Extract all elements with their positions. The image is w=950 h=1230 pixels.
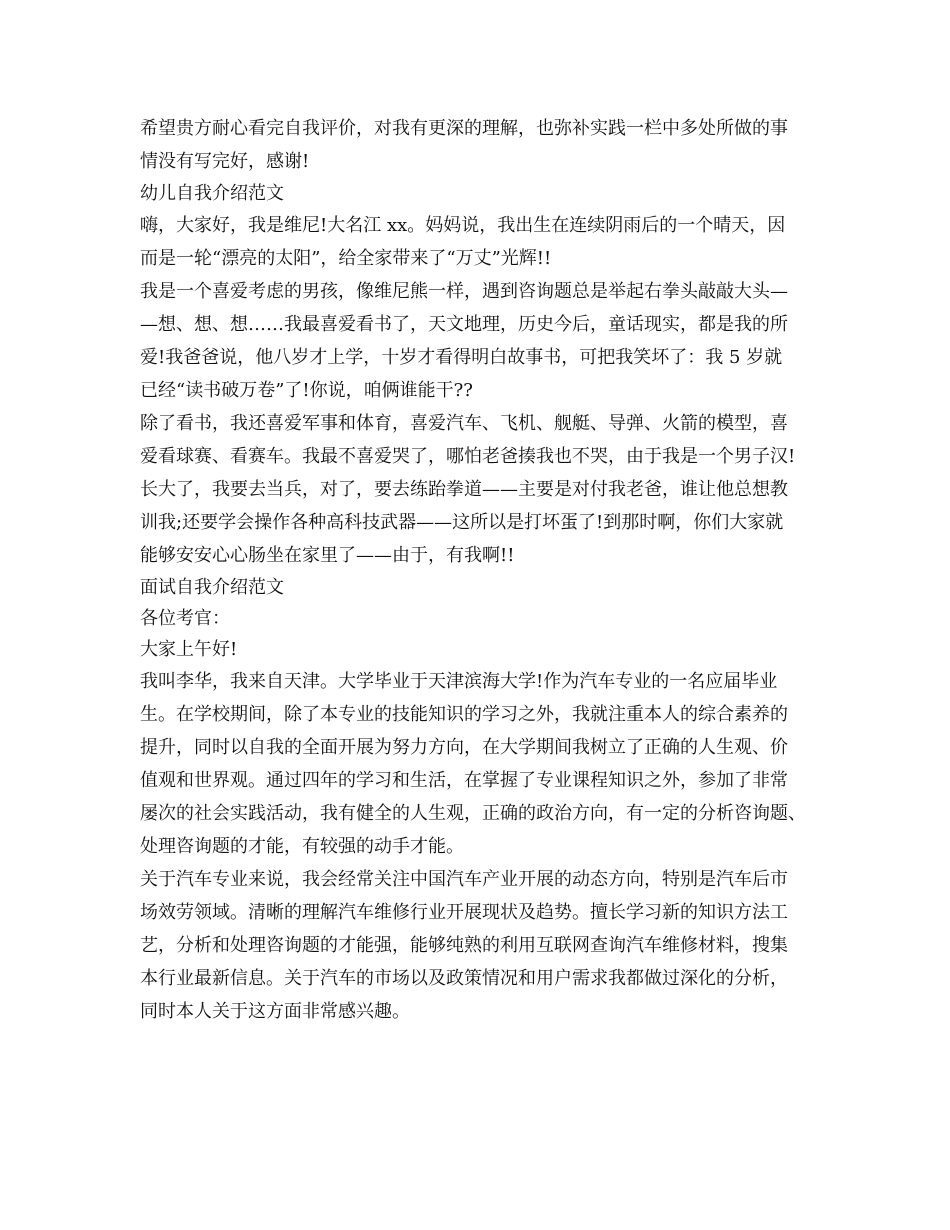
text-line: 除了看书，我还喜爱军事和体育，喜爱汽车、飞机、舰艇、导弹、火箭的模型，喜 — [140, 413, 788, 434]
text-line: 处理咨询题的才能，有较强的动手才能。 — [140, 836, 464, 857]
text-line: 而是一轮“漂亮的太阳”，给全家带来了“万丈”光辉!! — [140, 248, 552, 269]
text-line: 同时本人关于这方面非常感兴趣。 — [140, 1001, 410, 1022]
text-line: 生。在学校期间，除了本专业的技能知识的学习之外，我就注重本人的综合素养的 — [140, 704, 788, 725]
text-line: 场效劳领域。清晰的理解汽车维修行业开展现状及趋势。擅长学习新的知识方法工 — [140, 902, 788, 923]
text-line: 我是一个喜爱考虑的男孩，像维尼熊一样，遇到咨询题总是举起右拳头敲敲大头— — [140, 281, 788, 302]
text-line: 艺，分析和处理咨询题的才能强，能够纯熟的利用互联网查询汽车维修材料，搜集 — [140, 935, 788, 956]
text-line: 嗨，大家好，我是维尼!大名江 xx。妈妈说，我出生在连续阴雨后的一个晴天，因 — [140, 215, 786, 236]
text-line: 提升，同时以自我的全面开展为努力方向，在大学期间我树立了正确的人生观、价 — [140, 737, 788, 758]
text-line: 值观和世界观。通过四年的学习和生活，在掌握了专业课程知识之外，参加了非常 — [140, 770, 788, 791]
text-line: 大家上午好! — [140, 639, 238, 660]
text-line: 爱!我爸爸说，他八岁才上学，十岁才看得明白故事书，可把我笑坏了：我 5 岁就 — [140, 347, 783, 368]
text-line: 能够安安心心肠坐在家里了——由于，有我啊!! — [140, 545, 515, 566]
text-line: 爱看球赛、看赛车。我最不喜爱哭了，哪怕老爸揍我也不哭，由于我是一个男子汉! — [140, 446, 796, 467]
text-line: 情没有写完好，感谢! — [140, 151, 310, 172]
text-line: 本行业最新信息。关于汽车的市场以及政策情况和用户需求我都做过深化的分析， — [140, 968, 788, 989]
document-body — [140, 112, 825, 1028]
section-heading: 幼儿自我介绍范文 — [140, 183, 284, 204]
text-line: —想、想、想……我最喜爱看书了，天文地理，历史今后，童话现实，都是我的所 — [140, 314, 788, 335]
text-line: 希望贵方耐心看完自我评价，对我有更深的理解，也弥补实践一栏中多处所做的事 — [140, 118, 788, 139]
text-line: 训我;还要学会操作各种高科技武器——这所以是打坏蛋了!到那时啊，你们大家就 — [140, 512, 784, 533]
text-line: 关于汽车专业来说，我会经常关注中国汽车产业开展的动态方向，特别是汽车后市 — [140, 869, 788, 890]
text-line: 长大了，我要去当兵，对了，要去练跆拳道——主要是对付我老爸，谁让他总想教 — [140, 479, 788, 500]
text-line: 各位考官： — [140, 608, 230, 629]
section-heading: 面试自我介绍范文 — [140, 577, 284, 598]
text-line: 已经“读书破万卷”了!你说，咱俩谁能干?? — [140, 380, 473, 401]
text-line: 屡次的社会实践活动，我有健全的人生观，正确的政治方向，有一定的分析咨询题、 — [140, 803, 806, 824]
text-line: 我叫李华，我来自天津。大学毕业于天津滨海大学!作为汽车专业的一名应届毕业 — [140, 671, 778, 692]
